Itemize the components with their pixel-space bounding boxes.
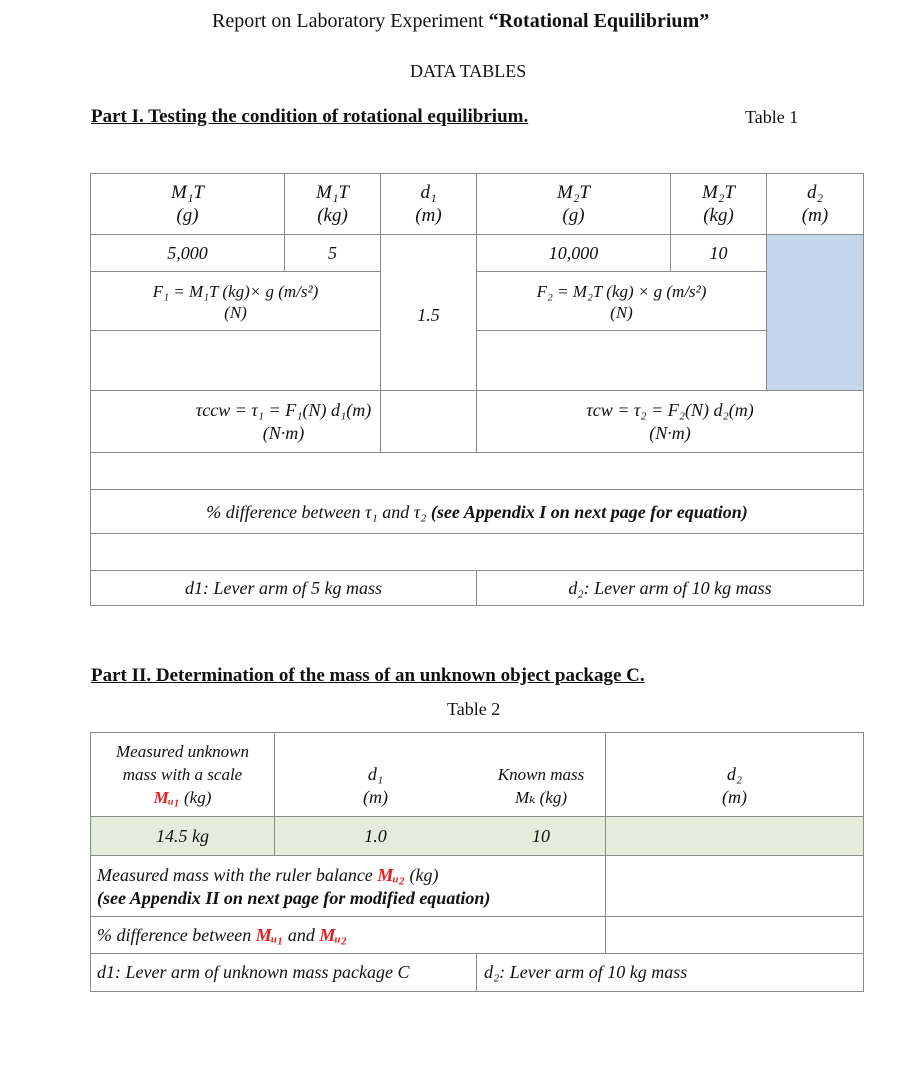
header-m1t-g [91, 181, 284, 227]
force2-formula [477, 281, 766, 323]
header-d2-unit: (m) [801, 205, 829, 226]
value-m2t-g[interactable]: 10,000 [548, 243, 599, 263]
t1-rule-1 [90, 234, 864, 235]
header-t2-d1-label: d₁ [367, 764, 384, 784]
t1-rule-2 [90, 271, 380, 272]
header-t2-d1 [275, 763, 476, 809]
header-mu1-symbol: Mᵤ₁ [153, 788, 180, 807]
report-title [212, 10, 709, 33]
header-t2-d2-unit: (m) [722, 787, 747, 807]
lever-arm-1: d1: Lever arm of 5 kg mass [185, 578, 382, 598]
header-m1t-kg-label: M₁T [316, 182, 349, 203]
value-t2-d1[interactable]: 1.0 [364, 826, 387, 846]
t1-rule-8 [90, 570, 864, 571]
header-t2-d1-unit: (m) [363, 787, 388, 807]
header-mu1-unit: (kg) [179, 788, 212, 807]
torque2-formula [477, 399, 863, 445]
torque2-label: τcw = τ₂ = F₂(N) d₂(m) [586, 400, 754, 420]
t1-rule-4 [90, 390, 864, 391]
t1-rule-6 [90, 489, 864, 490]
header-m2t-kg-unit: (kg) [703, 205, 734, 226]
percent-difference-appendix: (see Appendix I on next page for equation) [430, 502, 748, 522]
header-d1-unit: (m) [415, 205, 442, 226]
header-m2t-g-unit: (g) [562, 205, 585, 226]
header-d1 [381, 181, 476, 227]
percent-difference-label [91, 502, 863, 523]
report-title-prefix: Report on Laboratory Experiment [212, 10, 489, 32]
header-known-label: Known mass [497, 765, 585, 784]
t2-percent-text: % difference between [97, 925, 256, 945]
t2-percent-label [97, 925, 347, 946]
force1-formula [91, 281, 380, 323]
torque1-label: τccw = τ₁ = F₁(N) d₁(m) [195, 400, 372, 420]
balance-mu2: Mᵤ₂ [377, 865, 405, 885]
t1-rule-2b [476, 271, 766, 272]
header-measured-line2: mass with a scale [122, 765, 243, 784]
value-measured-mass[interactable]: 14.5 kg [156, 826, 209, 846]
balance-mass-label [97, 864, 490, 910]
table2-label: Table 2 [447, 699, 501, 719]
header-m1t-g-unit: (g) [176, 205, 199, 226]
header-t2-d2 [606, 763, 863, 809]
header-measured-mass [91, 740, 274, 809]
balance-unit: (kg) [404, 865, 439, 885]
force2-unit: (N) [610, 303, 633, 322]
section-title: DATA TABLES [410, 61, 527, 81]
balance-text: Measured mass with the ruler balance [97, 865, 378, 885]
part1-heading: Part I. Testing the condition of rotational equilibrium. [91, 106, 529, 127]
header-m2t-kg-label: M₂T [702, 182, 735, 203]
header-m1t-kg-unit: (kg) [317, 205, 348, 226]
header-d1-label: d₁ [420, 182, 437, 203]
table1-label: Table 1 [745, 107, 799, 127]
balance-line1 [97, 864, 490, 887]
torque1-unit: (N·m) [262, 423, 305, 443]
value-d1[interactable]: 1.5 [417, 305, 440, 325]
header-m1t-g-label: M₁T [171, 182, 204, 203]
t2-rule-3 [90, 916, 864, 917]
header-known-mass [477, 763, 605, 809]
header-d2 [767, 181, 863, 227]
header-m2t-kg [671, 181, 766, 227]
header-m2t-g [477, 181, 670, 227]
header-m2t-g-label: M₂T [557, 182, 590, 203]
t2-lever-arm-1: d1: Lever arm of unknown mass package C [97, 962, 410, 982]
force1-unit: (N) [224, 303, 247, 322]
force1-label: F₁ = M₁T (kg)× g (m/s²) [152, 282, 319, 301]
t2-rule-1 [90, 816, 864, 817]
t2-rule-4 [90, 953, 864, 954]
part2-heading: Part II. Determination of the mass of an unknown object package C. [91, 665, 645, 686]
balance-appendix: (see Appendix II on next page for modified equation) [97, 888, 491, 908]
value-m1t-g[interactable]: 5,000 [167, 243, 208, 263]
header-mk-label: Mₖ (kg) [515, 788, 567, 807]
torque1-formula [91, 399, 476, 445]
t2-percent-mu2: Mᵤ₂ [319, 925, 348, 945]
t2-percent-mu1: Mᵤ₁ [255, 925, 284, 945]
header-mu1 [91, 786, 274, 809]
force2-label: F₂ = M₂T (kg) × g (m/s²) [536, 282, 707, 301]
header-m1t-kg [285, 181, 380, 227]
lever-arm-2: d₂: Lever arm of 10 kg mass [568, 578, 772, 598]
t2-rule-2 [90, 855, 864, 856]
value-m1t-kg[interactable]: 5 [328, 243, 337, 263]
t1-rule-3 [90, 330, 380, 331]
header-measured-line1: Measured unknown [116, 742, 249, 761]
t1-rule-3b [476, 330, 766, 331]
t1-rule-5 [90, 452, 864, 453]
t2-percent-and: and [283, 925, 320, 945]
torque2-unit: (N·m) [649, 423, 691, 443]
report-title-bold: “Rotational Equilibrium” [488, 10, 710, 32]
t2-col-3 [476, 953, 477, 992]
value-known-mass[interactable]: 10 [532, 826, 550, 846]
t2-lever-arm-2: d₂: Lever arm of 10 kg mass [484, 962, 688, 982]
header-d2-label: d₂ [806, 182, 824, 203]
percent-difference-text: % difference between τ₁ and τ₂ [206, 502, 431, 522]
value-m2t-kg[interactable]: 10 [709, 243, 728, 263]
t1-rule-7 [90, 533, 864, 534]
header-t2-d2-label: d₂ [726, 764, 743, 784]
